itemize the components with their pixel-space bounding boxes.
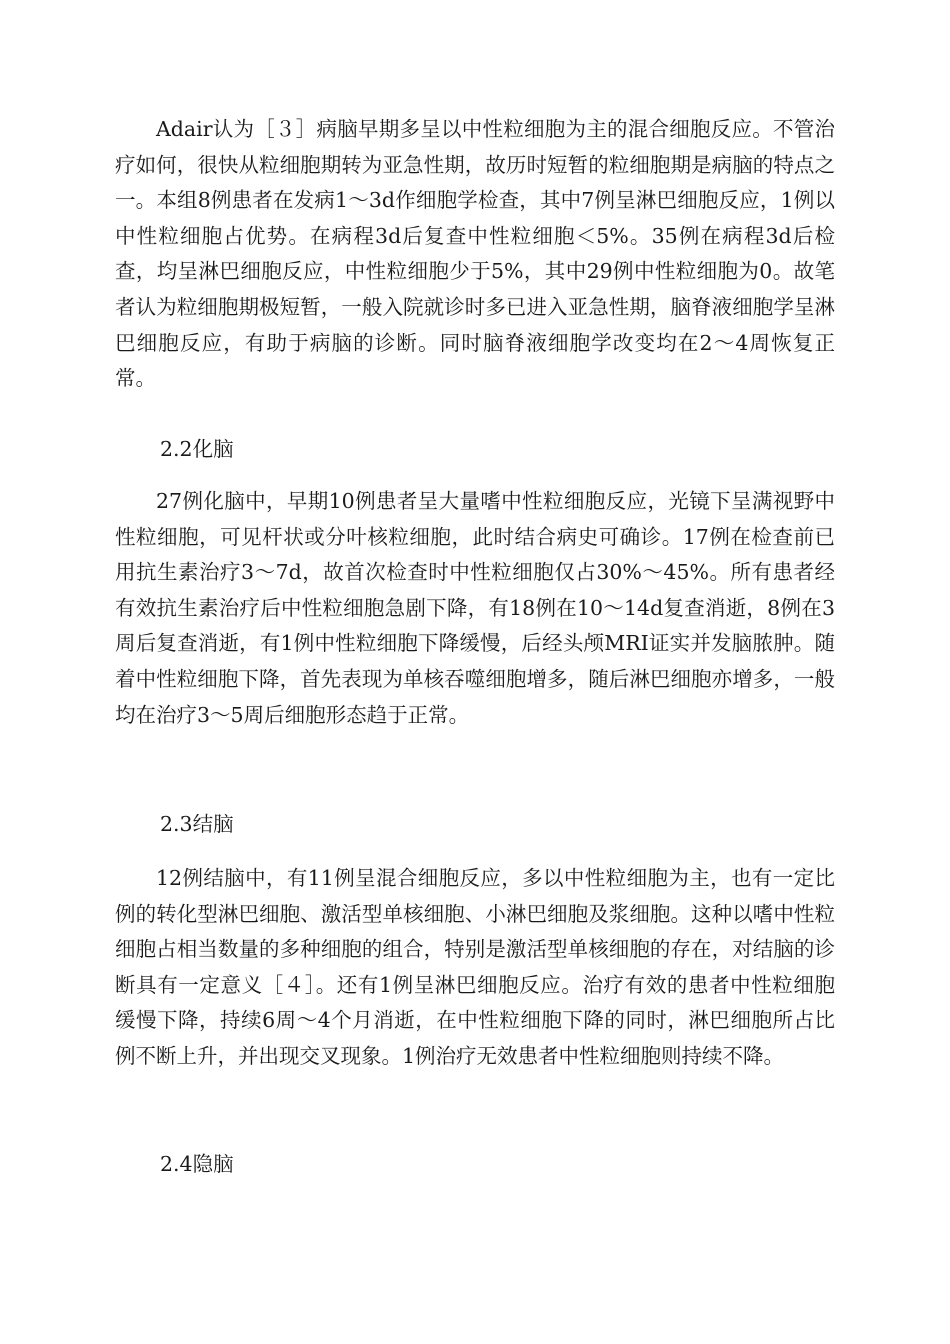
paragraph-purulent-meningitis: 27例化脑中，早期10例患者呈大量嗜中性粒细胞反应，光镜下呈满视野中性粒细胞，可见杆状或分叶核粒细胞，此时结合病史可确诊。17例在检查前已用抗生素治疗3～7d，故首次检查时中性粒细胞仅占30%～45%。所有患者经有效抗生素治疗后中性粒细胞急剧下降，有18例在10～14d复查消逝，8例在3周后复查消逝，有1例中性粒细胞下降缓慢，后经头颅MRI证实并发脑脓肿。随着中性粒细胞下降，首先表现为单核吞噬细胞增多，随后淋巴细胞亦增多，一般均在治疗3～5周后细胞形态趋于正常。 (115, 489, 835, 727)
section-heading-2-3: 2.3结脑 (160, 812, 234, 836)
paragraph-viral-encephalitis: Adair认为［３］病脑早期多呈以中性粒细胞为主的混合细胞反应。不管治疗如何，很快从粒细胞期转为亚急性期，故历时短暂的粒细胞期是病脑的特点之一。本组8例患者在发病1～3d作细胞学检查，其中7例呈淋巴细胞反应，1例以中性粒细胞占优势。在病程3d后复查中性粒细胞＜5%。35例在病程3d后检查，均呈淋巴细胞反应，中性粒细胞少于5%，其中29例中性粒细胞为0。故笔者认为粒细胞期极短暂，一般入院就诊时多已进入亚急性期，脑脊液细胞学呈淋巴细胞反应，有助于病脑的诊断。同时脑脊液细胞学改变均在2～4周恢复正常。 (115, 117, 835, 391)
paragraph-tuberculous-meningitis: 12例结脑中，有11例呈混合细胞反应，多以中性粒细胞为主，也有一定比例的转化型淋巴细胞、激活型单核细胞、小淋巴细胞及浆细胞。这种以嗜中性粒细胞占相当数量的多种细胞的组合，特别是激活型单核细胞的存在，对结脑的诊断具有一定意义［４］。还有1例呈淋巴细胞反应。治疗有效的患者中性粒细胞缓慢下降，持续6周～4个月消逝，在中性粒细胞下降的同时，淋巴细胞所占比例不断上升，并出现交叉现象。1例治疗无效患者中性粒细胞则持续不降。 (115, 866, 835, 1068)
section-heading-2-2: 2.2化脑 (160, 437, 234, 461)
section-heading-2-4: 2.4隐脑 (160, 1152, 234, 1176)
